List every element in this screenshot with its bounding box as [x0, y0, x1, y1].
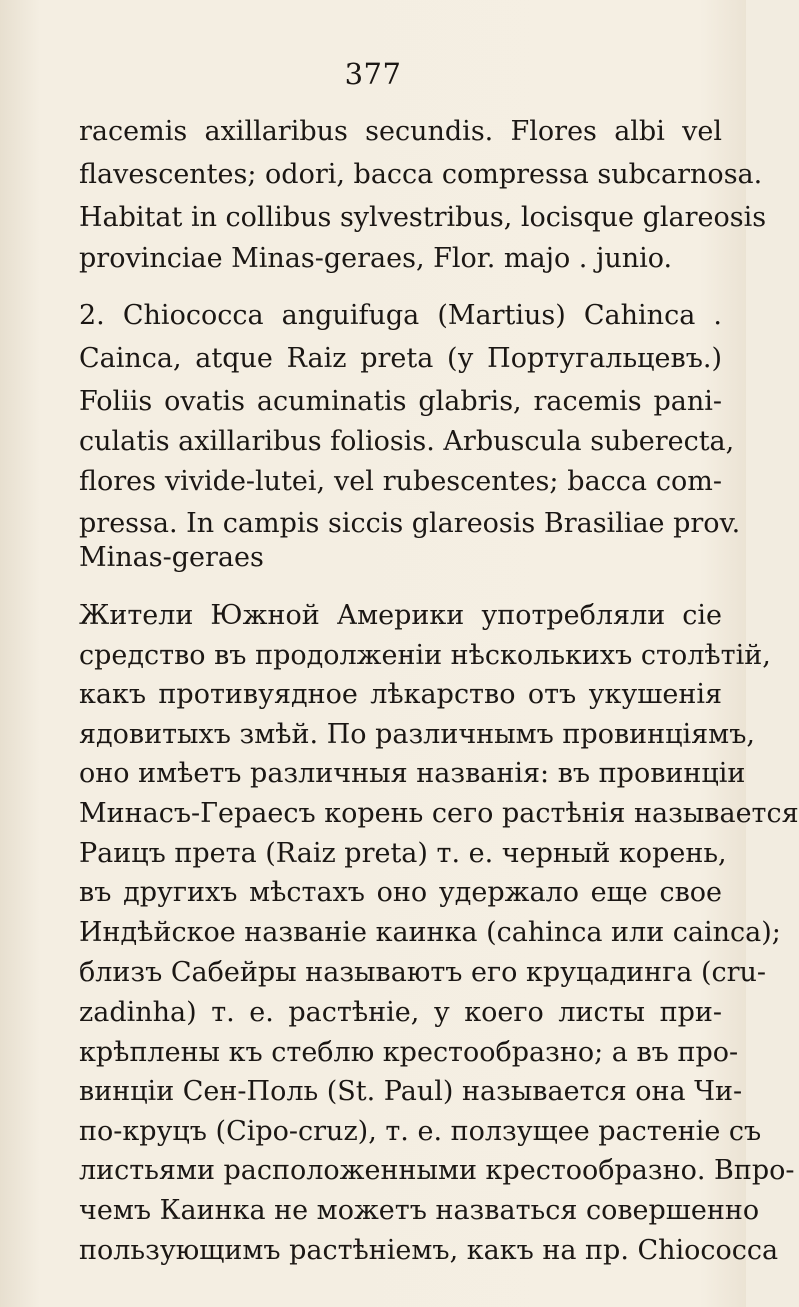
text-line: flavescentes; odori, bacca compressa subcarnosa.: [79, 159, 763, 190]
text-line: близъ Сабейры называютъ его круцадинга (cru-: [79, 957, 767, 988]
text-line: zadinha) т. е. растѣніе, у коего листы при-: [79, 997, 722, 1028]
text-line: Индѣйское названіе каинка (cahinca или cainca);: [79, 917, 781, 948]
text-line: средство въ продолженіи нѣсколькихъ столѣтій,: [79, 640, 771, 671]
text-line: 2. Chiococca anguifuga (Martius) Cahinca .: [79, 300, 722, 331]
text-line: пользующимъ растѣніемъ, какъ на пр. Chiococca: [79, 1235, 779, 1266]
text-line: винціи Сен-Поль (St. Paul) называется она Чи-: [79, 1076, 743, 1107]
text-line: Раицъ прета (Raiz preta) т. е. черный корень,: [79, 838, 727, 869]
text-line: Жители Южной Америки употребляли сіе: [79, 600, 722, 631]
text-line: листьями расположенными крестообразно. Впро-: [79, 1155, 795, 1186]
text-line: Foliis ovatis acuminatis glabris, racemis pani-: [79, 386, 722, 417]
text-line: въ другихъ мѣстахъ оно удержало еще свое: [79, 877, 722, 908]
text-line: оно имѣетъ различныя названія: въ провинціи: [79, 758, 746, 789]
text-line: ядовитыхъ змѣй. По различнымъ провинціямъ,: [79, 719, 755, 750]
text-line: racemis axillaribus secundis. Flores albi vel: [79, 116, 722, 147]
text-line: Minas-geraes: [79, 542, 264, 573]
text-line: Habitat in collibus sylvestribus, locisque glareosis: [79, 202, 767, 233]
text-line: чемъ Каинка не можетъ назваться совершенно: [79, 1195, 760, 1226]
text-line: provinciae Minas-geraes, Flor. majo . junio.: [79, 243, 673, 274]
text-line: culatis axillaribus foliosis. Arbuscula suberecta,: [79, 426, 735, 457]
text-line: какъ противуядное лѣкарство отъ укушенія: [79, 679, 722, 710]
text-line: Cainca, atque Raiz preta (у Португальцевъ.): [79, 343, 722, 374]
text-line: Минасъ-Гераесъ корень сего растѣнія называется: [79, 798, 799, 829]
page-number: 377: [344, 57, 402, 91]
text-line: по-круцъ (Cipo-cruz), т. е. ползущее растеніе съ: [79, 1116, 762, 1147]
text-line: pressa. In campis siccis glareosis Brasiliae prov.: [79, 508, 741, 539]
text-line: flores vivide-lutei, vel rubescentes; bacca com-: [79, 466, 722, 497]
text-line: крѣплены къ стеблю крестообразно; а въ про-: [79, 1037, 739, 1068]
